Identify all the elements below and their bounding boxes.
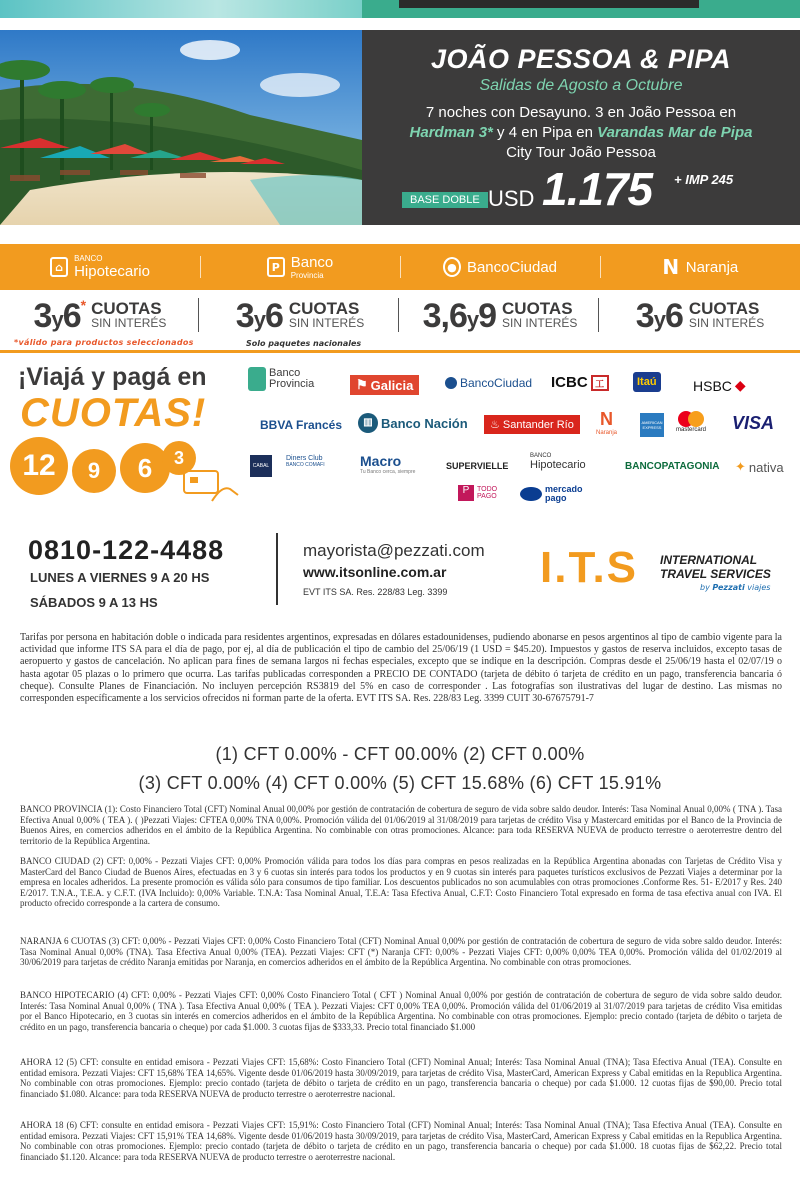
selected-products-note: *válido para productos seleccionados <box>14 338 194 347</box>
quota-num: 3,6 <box>422 296 467 335</box>
logo-text: Naranja <box>596 430 618 436</box>
logo-text: Banco Nación <box>381 415 468 431</box>
its-by: by Pezzati viajes <box>700 583 771 592</box>
card-payment-icon <box>182 465 240 505</box>
quota-offer <box>400 296 600 336</box>
hero-offer <box>0 30 800 225</box>
quota-offer <box>0 296 200 336</box>
logo-cabal: CABAL <box>250 455 272 477</box>
logo-hipotecario <box>530 453 586 471</box>
quota-num: 3 <box>235 296 254 335</box>
logo-galicia <box>350 375 419 395</box>
logo-text: Hipotecario <box>530 459 586 471</box>
badge-6: 6 <box>120 443 170 493</box>
bank-suffix: Provincia <box>290 271 324 280</box>
desc-line1: 7 noches con Desayuno. 3 en João Pessoa en <box>425 104 737 121</box>
promo-cuotas: CUOTAS! <box>20 391 207 435</box>
logo-text: Diners Club <box>286 455 323 462</box>
bank-name: Hipotecario <box>74 263 150 280</box>
logo-nacion <box>358 413 468 433</box>
quota-y: y <box>253 306 265 332</box>
fine-print-ciudad: BANCO CIUDAD (2) CFT: 0,00% - Pezzati Viajes CFT: 0,00% Promoción válida para todos los días para compras en pesos realizadas en la República Argentina abonadas con Tarjetas de Crédito Visa y MasterCard del Banco Ciudad de Buenos Aires, efectuadas en 3 y 6 cuotas sin interés para todos los productos y en 9 cuotas sin interés para paquetes turísticos exclusivos de Pezzati Viajes a determinar por la empresa en locales adheridos. La presente promoción es válida sólo para consumos de tipo familiar. Los descuentos publicados no son acumulables con otras promociones .Conforme Res. 51- E/2017 y Res. 240 E/2017. T.N.A., T.E.A. y C.F.T. (IVA Incluido): 0,00% Variable. T.N.A: Tasa Nominal Anual, T.E.A: Tasa Efectiva Anual, C.F.T: Costo Financiero Total expresado en forma de tasa efectiva anual con IVA. El producto ofrecido corresponde a la cartera de consumo. <box>20 856 782 908</box>
provincia-icon <box>248 367 266 391</box>
logo-macro <box>360 453 415 475</box>
logo-diners <box>286 455 325 468</box>
mastercard-icon <box>678 411 704 427</box>
todopago-icon: P <box>458 485 474 501</box>
offer-panel <box>362 30 800 225</box>
divider <box>398 298 399 332</box>
top-strip <box>0 0 800 30</box>
contact-section <box>0 521 800 621</box>
saturday-hours: SÁBADOS 9 A 13 HS <box>30 595 158 610</box>
price-block <box>402 163 800 216</box>
currency-label: USD <box>488 186 535 211</box>
quota-num: 3 <box>635 296 654 335</box>
logo-supervielle: SUPERVIELLE <box>446 461 509 471</box>
logo-text: mercado pago <box>545 484 583 503</box>
logo-provincia <box>248 367 329 391</box>
quota-sub: SIN INTERÉS <box>688 316 765 330</box>
quota-sub: SIN INTERÉS <box>91 316 167 330</box>
quota-y: y <box>51 306 63 332</box>
fine-print-ahora18: AHORA 18 (6) CFT: consulte en entidad emisora - Pezzati Viajes CFT: 15,91%: Costo Financiero Total (CFT) Nominal Anual; Interés: Tasa Nominal Anual (TNA); Tasa Efectiva Anual (TEA). Consulte en entidad emisora. Pezzati Viajes: CFT 15,91% TEA 14,68%. Vigente desde 01/06/2019 hasta 30/09/2019, para tarjetas de crédito Visa, MasterCard, American Express y Cabal emitidas en la Republica Argentina. No combinable con otras promociones. Ejemplo: precio contado (tarjeta de débito o tarjeta de crédito en un pago, transferencia bancaria o cheque) por cada $1.000. 18 cuotas fijas de $62,22. Precio total financiado $1.120. Alcance: para toda RESERVA NUEVA de producto terrestre o aeroterrestre nacional. <box>20 1120 782 1162</box>
logo-visa: VISA <box>732 413 775 433</box>
logo-text: Macro <box>360 453 402 469</box>
logo-naranja <box>596 409 617 436</box>
installments-promo <box>0 353 800 521</box>
email-link[interactable]: mayorista@pezzati.com <box>303 541 485 560</box>
bank-name: Banco <box>290 254 334 271</box>
desc-line2: y 4 en Pipa en <box>492 124 598 141</box>
hotel-2: Varandas Mar de Pipa <box>597 124 753 141</box>
logo-subtext: BANCO COMAFI <box>286 462 325 468</box>
cft-line-1: (1) CFT 0.00% - CFT 00.00% (2) CFT 0.00% <box>215 744 585 764</box>
logo-text: nativa <box>748 459 784 475</box>
hotel-1: Hardman 3* <box>409 124 493 141</box>
quota-label: CUOTAS <box>288 299 360 318</box>
quota-last: 6 <box>62 296 81 335</box>
promo-title: ¡Viajá y pagá en <box>18 363 207 391</box>
price-amount: 1.175 <box>542 163 653 215</box>
base-badge: BASE DOBLE <box>402 192 488 208</box>
beach-illustration <box>0 30 362 225</box>
logo-text: mastercard <box>676 427 707 433</box>
quota-y: y <box>653 306 665 332</box>
national-only-note: Solo paquetes nacionales <box>246 339 362 348</box>
weekday-hours: LUNES A VIERNES 9 A 20 HS <box>30 570 210 585</box>
badge-3: 3 <box>162 441 196 475</box>
fine-print-provincia: BANCO PROVINCIA (1): Costo Financiero Total (CFT) Nominal Anual 00,00% por gestión de contratación de cobertura de seguro de vida sobre saldo deudor. Interés: Tasa Nominal Anual 0,00% ( TNA ). Tasa Efectiva Anual 0,00% ( TEA ). ( )Pezzati Viajes: CFTEA 0,00% TNA 0,00%. Promoción válida del 01/06/2019 al 31/08/2019 para tarjetas de crédito Visa y Mastercard emitidas por el Banco de la Provincia de Buenos Aires, en comercios adheridos en el ámbito de la República Argentina. No combinable con otras promociones. Alcance: para toda RESERVA NUEVA de producto terrestre o aeroterrestre dentro del territorio de la República Argentina. <box>20 804 782 846</box>
logo-text: Santander Río <box>502 418 574 431</box>
quota-last: 6 <box>664 296 683 335</box>
badge-9: 9 <box>72 449 116 493</box>
quota-label: CUOTAS <box>688 299 760 318</box>
asterisk: * <box>80 296 86 313</box>
quota-last: 9 <box>478 296 497 335</box>
nativa-icon: ✦ <box>735 459 746 474</box>
nacion-icon: ▥ <box>358 413 378 433</box>
logo-todopago <box>458 485 501 501</box>
beach-photo <box>0 30 362 225</box>
logo-bbva: BBVA Francés <box>260 418 343 432</box>
quota-offer <box>200 296 400 336</box>
quota-last: 6 <box>264 296 283 335</box>
hsbc-icon: ◆ <box>734 377 746 393</box>
provincia-logo-icon: P <box>267 257 285 277</box>
logo-text: HSBC <box>693 377 732 394</box>
bank-provincia <box>200 244 400 290</box>
icbc-icon: 工 <box>591 375 609 391</box>
ciudad-icon <box>445 377 457 389</box>
legal-terms: Tarifas por persona en habitación doble o indicada para residentes argentinos, expresadas en dólares estadounidenses, pudiendo abonarse en pesos argentinos al tipo de cambio vigente para la actividad que informe ITS SA para el día de pago, por ej, al día de publicación el tipo de cambio del 25/06/19 (1 USD = $45.20). Impuestos y gastos de reserva incluidos, excepto tasas de aeropuerto y gastos de cancelación. No aplican para fines de semana largos ni fechas especiales, excepto que se indique en la descripción. Compras desde el 25/06/19 hasta el 02/07/19 o hasta agotar 05 plazas o lo primero que ocurra. Las tarifas publicadas corresponden a PRECIO DE CONTADO (tarjeta de débito ó tarjeta de crédito en un pago, transferencia bancaria ó cheque). Consulte Planes de Financiación. No incluyen percepción RS3819 del 5% en caso de corresponder . Las fotografías son ilustrativas del lugar de destino. Las mismas no corresponden específicamente a los servicios ofrecidos ni forman parte de la oferta. EVT ITS SA. Res. 228/83 Leg. 3399 CUIT 30-67675791-7 <box>20 632 782 705</box>
fine-print-ahora12: AHORA 12 (5) CFT: consulte en entidad emisora - Pezzati Viajes CFT: 15,68%: Costo Financiero Total (CFT) Nominal Anual; Interés: Tasa Nominal Anual (TNA); Tasa Efectiva Anual (TEA). Consulte en entidad emisora. Pezzati Viajes: CFT 15,68% TEA 14,65%. Vigente desde 01/06/2019 hasta 30/09/2019, para tarjetas de crédito Visa, MasterCard, American Express y Cabal emitidas en la Republica Argentina. No combinable con otras promociones. Ejemplo: precio contado (tarjeta de débito o tarjeta de crédito en un pago, transferencia bancaria o cheque) por cada $1.000. 12 cuotas fijas de $90,00. Precio total financiado $1.080. Alcance: para toda RESERVA NUEVA de producto terrestre o aeroterrestre nacional. <box>20 1057 782 1099</box>
logo-hsbc <box>693 377 746 394</box>
bank-name: BancoCiudad <box>466 258 558 276</box>
website-link[interactable]: www.itsonline.com.ar <box>303 564 447 580</box>
its-tagline <box>660 553 771 581</box>
bank-bar <box>0 244 800 290</box>
logo-mastercard <box>676 411 706 433</box>
naranja-logo-icon: N <box>662 255 680 279</box>
quota-label: CUOTAS <box>91 299 162 318</box>
logo-ciudad <box>445 376 532 390</box>
quota-sub: SIN INTERÉS <box>502 316 578 330</box>
logo-icbc <box>551 374 609 391</box>
bank-hipotecario <box>0 244 200 290</box>
departure-dates: Salidas de Agosto a Octubre <box>479 77 683 94</box>
ciudad-logo-icon: ● <box>443 257 461 277</box>
bank-prefix: BANCO <box>74 254 103 263</box>
santander-icon: ♨ <box>490 419 500 431</box>
hipotecario-logo-icon: ⌂ <box>50 257 68 277</box>
logo-patagonia: BANCOPATAGONIA <box>625 461 720 472</box>
logo-nativa <box>735 459 784 475</box>
cft-line-2: (3) CFT 0.00% (4) CFT 0.00% (5) CFT 15.68% (6) CFT 15.91% <box>138 773 662 793</box>
logo-mercadopago <box>520 485 581 503</box>
fine-print-hipotecario: BANCO HIPOTECARIO (4) CFT: 0,00% - Pezzati Viajes CFT: 0,00% Costo Financiero Total ( CFT ) Nominal Anual 0,00% por gestión de contratación de cobertura de seguro de vida sobre saldo deudor. Interés: Tasa Nominal Anual 0,00% ( TNA ). Tasa Efectiva Anual 0,00% ( TEA ). Pezzati Viajes: CFT 0,00% TEA 0,00%. Promoción válida del 01/06/2019 al 31/07/2019 para tarjetas de crédito Visa emitidas por el Banco Hipotecario, en 3 cuotas sin interés en comercios adheridos en el ámbito de la República Argentina. No combinable con otras promociones. Ejemplo: precio contado (tarjeta de débito o tarjeta de crédito en un pago, transferencia bancaria o cheque) por cada $1.000. 3 cuotas fijas de $333,33. Precio total financiado $1.000 <box>20 990 782 1032</box>
quota-offer <box>600 296 800 336</box>
divider <box>598 298 599 332</box>
quota-y: y <box>466 306 479 332</box>
tax-label: + IMP 245 <box>674 172 734 187</box>
divider <box>276 533 278 605</box>
logo-prefix: BANCO <box>530 453 552 459</box>
galicia-icon: ⚑ <box>356 377 368 392</box>
its-logo: I.T.S <box>540 543 639 592</box>
logo-text: Galicia <box>370 377 414 393</box>
evt-registration: EVT ITS SA. Res. 228/83 Leg. 3399 <box>303 587 448 597</box>
divider <box>198 298 199 332</box>
logo-santander <box>484 415 580 434</box>
quota-label: CUOTAS <box>502 299 573 318</box>
desc-line3: City Tour João Pessoa <box>506 144 656 161</box>
quota-num: 3 <box>33 296 52 335</box>
pezzati-brand: Pezzati <box>712 583 745 592</box>
beach-photo-strip <box>0 0 362 18</box>
naranja-icon: N <box>600 409 613 429</box>
logo-itau: Itaú <box>633 372 661 392</box>
package-description <box>368 103 794 163</box>
badge-12: 12 <box>10 437 68 495</box>
its-line2: TRAVEL SERVICES <box>660 567 771 581</box>
dark-band <box>399 0 699 8</box>
logo-text: ICBC <box>551 374 588 391</box>
mercadopago-icon <box>520 487 542 501</box>
logo-text: TODO PAGO <box>477 486 498 500</box>
bank-naranja <box>600 244 800 290</box>
fine-print-naranja: NARANJA 6 CUOTAS (3) CFT: 0,00% - Pezzati Viajes CFT: 0,00% Costo Financiero Total (CFT) Nominal Anual 0,00% por gestión de contratación de cobertura de seguro de vida sobre saldo deudor. Interés: Tasa Nominal Anual 0,00% (TNA). Tasa Efectiva Anual 0,00% (TEA). Pezzati Viajes: CFT (*) Naranja CFT: 0,00% - Pezzati Viajes CFT: 0,00% 0,00% TEA 0,00%. Promoción válida del 01/02/2019 al 30/06/2019 para tarjetas de crédito Naranja emitidas por Naranja, en comercios adheridos en el ámbito de la República Argentina. No combinable con otras promociones. <box>20 936 782 967</box>
bank-name: Naranja <box>685 258 739 276</box>
logo-subtext: Tu Banco cerca, siempre <box>360 469 416 475</box>
its-line1: INTERNATIONAL <box>660 553 758 567</box>
logo-text: BancoCiudad <box>460 376 533 390</box>
logo-text: Banco Provincia <box>269 367 315 390</box>
destination-title: JOÃO PESSOA & PIPA <box>430 44 732 74</box>
logo-amex: AMERICAN EXPRESS <box>640 413 664 437</box>
quota-sub: SIN INTERÉS <box>288 316 365 330</box>
bank-logo-grid <box>240 363 800 523</box>
bank-ciudad <box>400 244 600 290</box>
phone-number[interactable]: 0810-122-4488 <box>28 535 225 565</box>
